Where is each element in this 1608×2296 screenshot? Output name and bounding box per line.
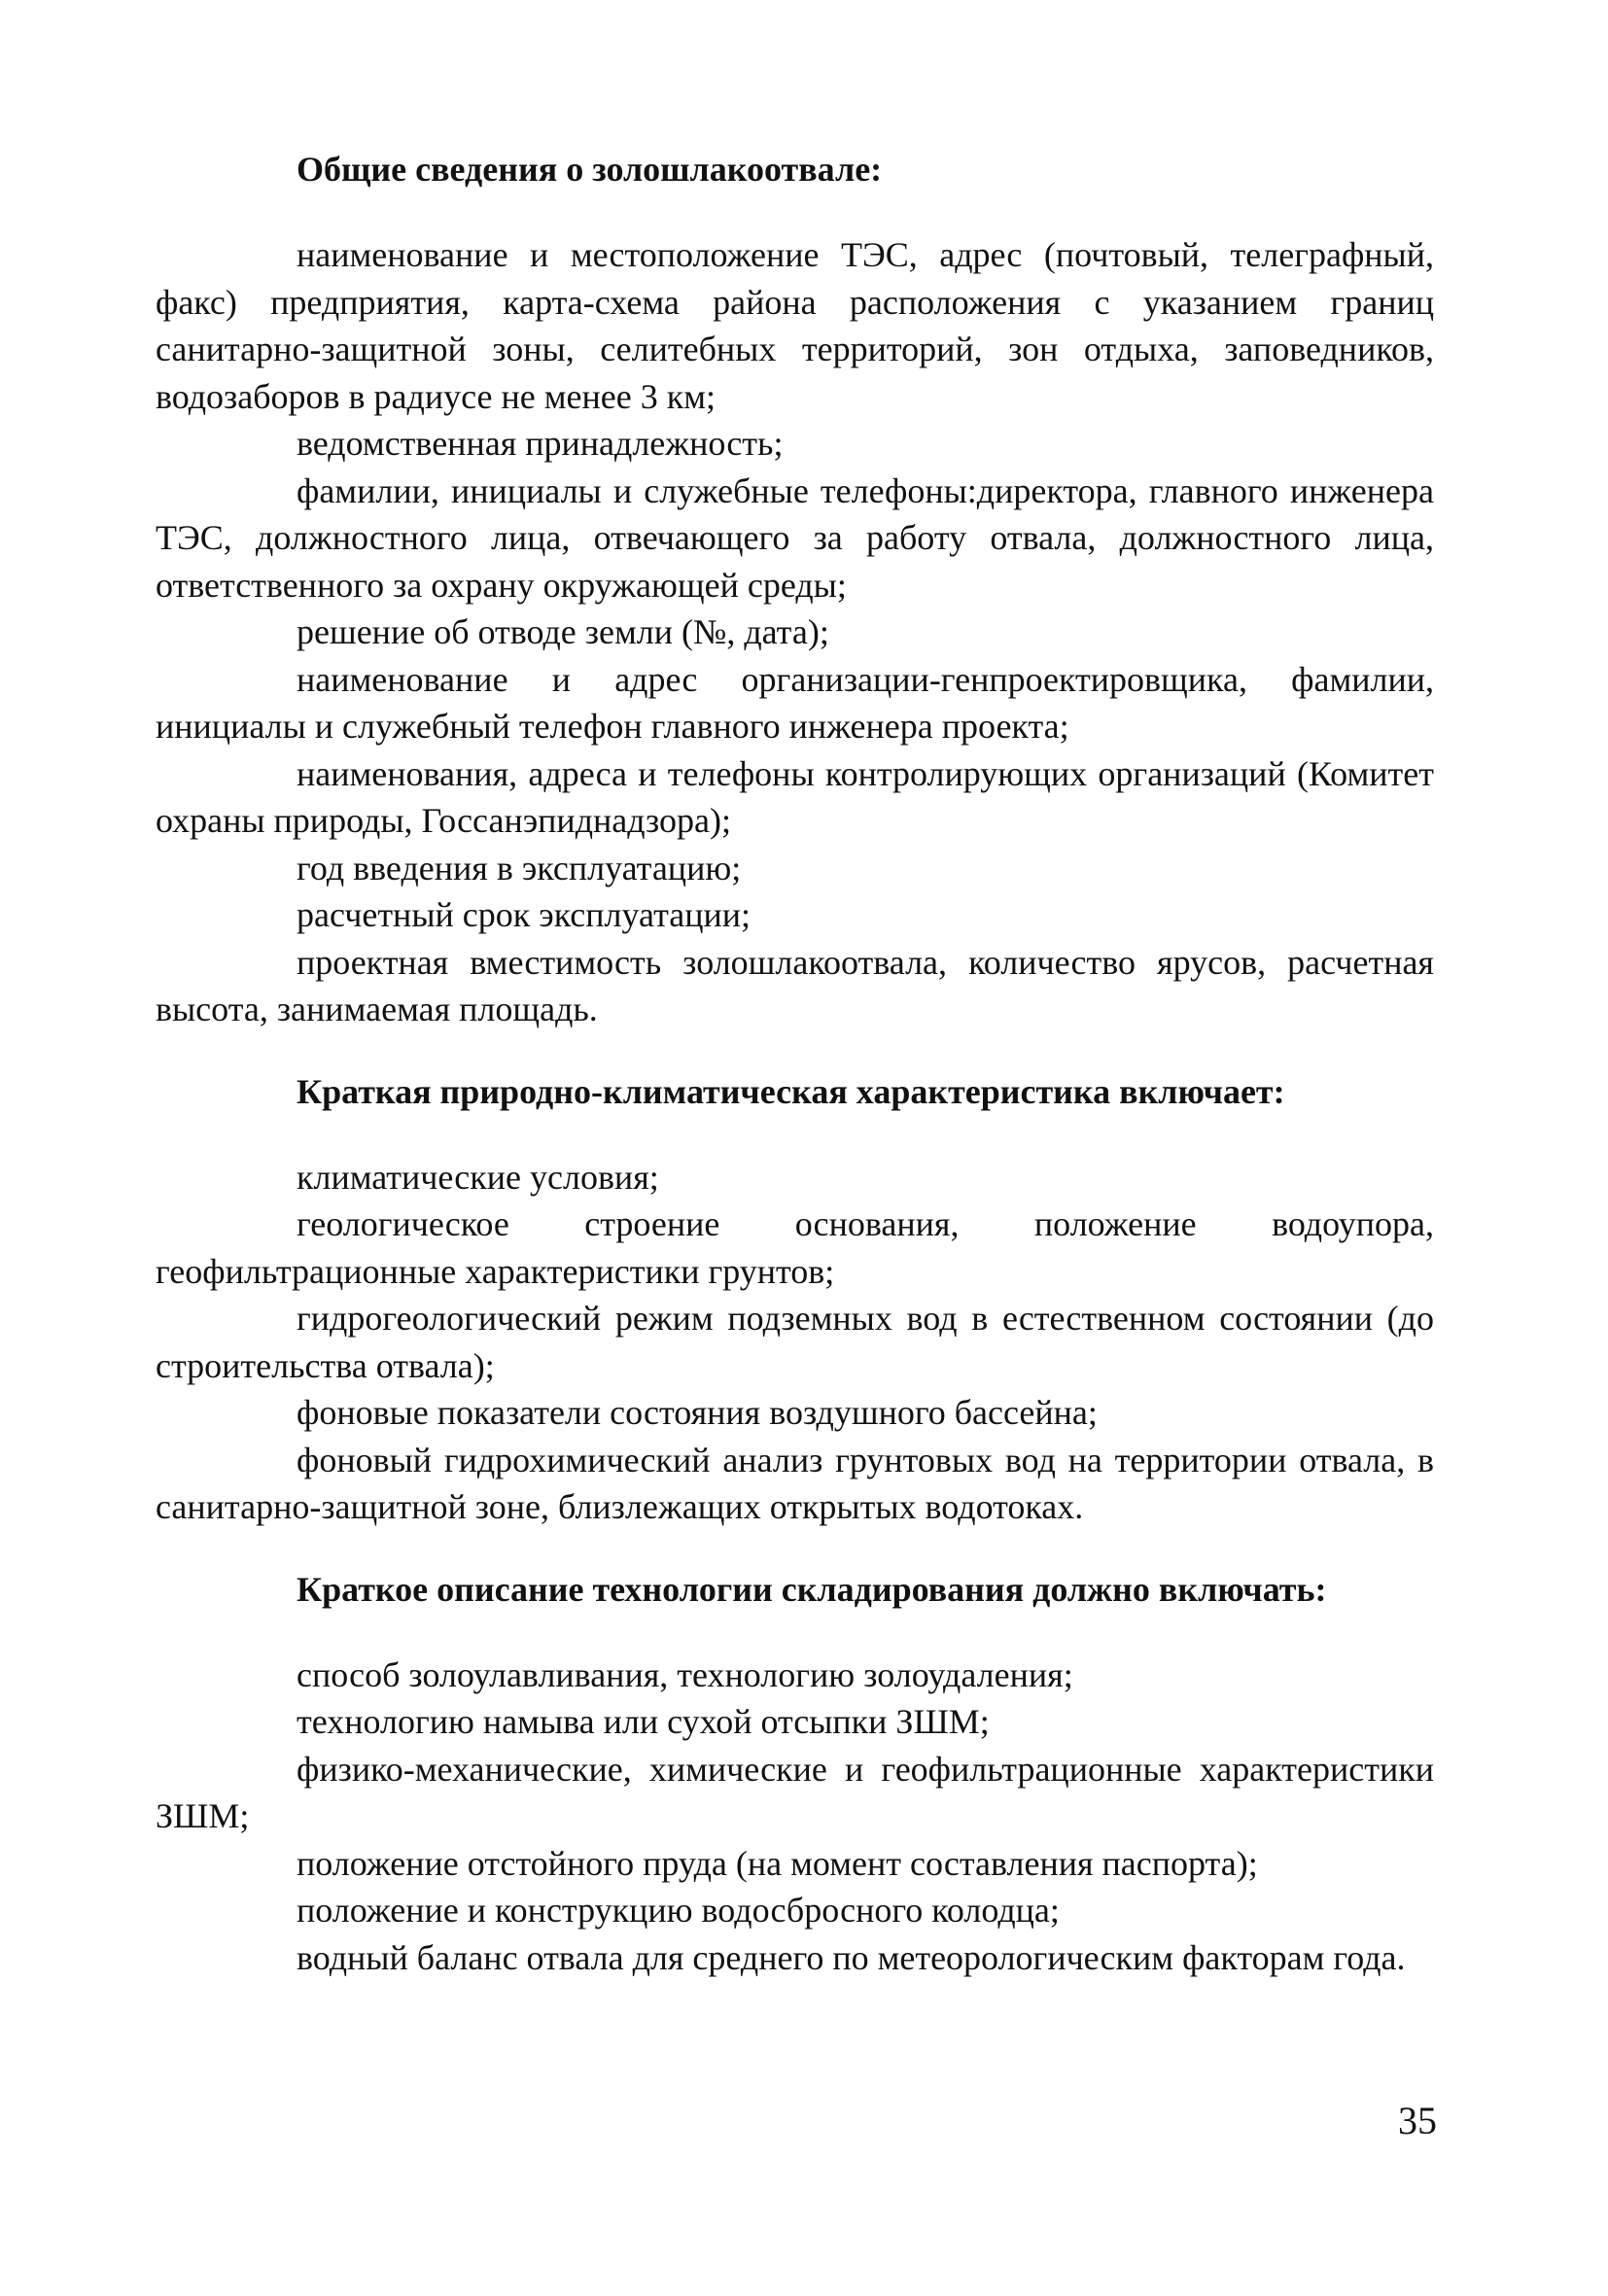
section-heading: Краткая природно-климатическая характеристика включает:: [297, 1071, 1285, 1111]
section-storage-technology: [156, 1566, 1434, 1982]
paragraph: фамилии, инициалы и служебные телефоны:директора, главного инженера ТЭС, должностного лица, отвечающего за работу отвала, должностного лица, ответственного за охрану окружающей среды;: [156, 470, 1434, 605]
paragraph: проектная вместимость золошлакоотвала, количество ярусов, расчетная высота, занимаемая площадь.: [156, 942, 1434, 1028]
paragraph: гидрогеологический режим подземных вод в естественном состоянии (до строительства отвала);: [156, 1299, 1434, 1385]
paragraph: климатические условия;: [297, 1157, 659, 1197]
section-heading: Общие сведения о золошлакоотвале:: [297, 150, 883, 189]
paragraph: геологическое строение основания, положение водоупора, геофильтрационные характеристики грунтов;: [156, 1204, 1434, 1291]
section-heading: Краткое описание технологии складирования должно включать:: [297, 1569, 1327, 1609]
paragraph: наименование и местоположение ТЭС, адрес (почтовый, телеграфный, факс) предприятия, карта-схема района расположения с указанием границ санитарно-защитной зоны, селитебных территорий, зон отдыха, заповедников, водозаборов в радиусе не менее 3 км;: [156, 235, 1434, 416]
paragraph: водный баланс отвала для среднего по метеорологическим факторам года.: [297, 1937, 1406, 1977]
section-climate: [156, 1068, 1434, 1531]
paragraph: физико-механические, химические и геофильтрационные характеристики ЗШМ;: [156, 1749, 1434, 1835]
paragraph: решение об отводе земли (№, дата);: [297, 612, 829, 651]
paragraph: способ золоулавливания, технологию золоудаления;: [297, 1654, 1073, 1694]
paragraph: наименования, адреса и телефоны контролирующих организаций (Комитет охраны природы, Госсанэпиднадзора);: [156, 753, 1434, 840]
paragraph: год введения в эксплуатацию;: [297, 848, 742, 887]
paragraph: положение и конструкцию водосбросного колодца;: [297, 1891, 1060, 1930]
paragraph: фоновый гидрохимический анализ грунтовых вод на территории отвала, в санитарно-защитной зоне, близлежащих открытых водотоках.: [156, 1440, 1434, 1526]
paragraph: фоновые показатели состояния воздушного бассейна;: [297, 1393, 1098, 1432]
paragraph: наименование и адрес организации-генпроектировщика, фамилии, инициалы и служебный телефон главного инженера проекта;: [156, 659, 1434, 746]
document-page: [156, 146, 1434, 2016]
paragraph: технологию намыва или сухой отсыпки ЗШМ;: [297, 1702, 990, 1741]
paragraph: расчетный срок эксплуатации;: [297, 895, 752, 934]
paragraph: положение отстойного пруда (на момент составления паспорта);: [297, 1843, 1258, 1883]
page-number: 35: [1398, 2099, 1437, 2142]
section-general-info: [156, 146, 1434, 1033]
paragraph: ведомственная принадлежность;: [297, 424, 784, 463]
